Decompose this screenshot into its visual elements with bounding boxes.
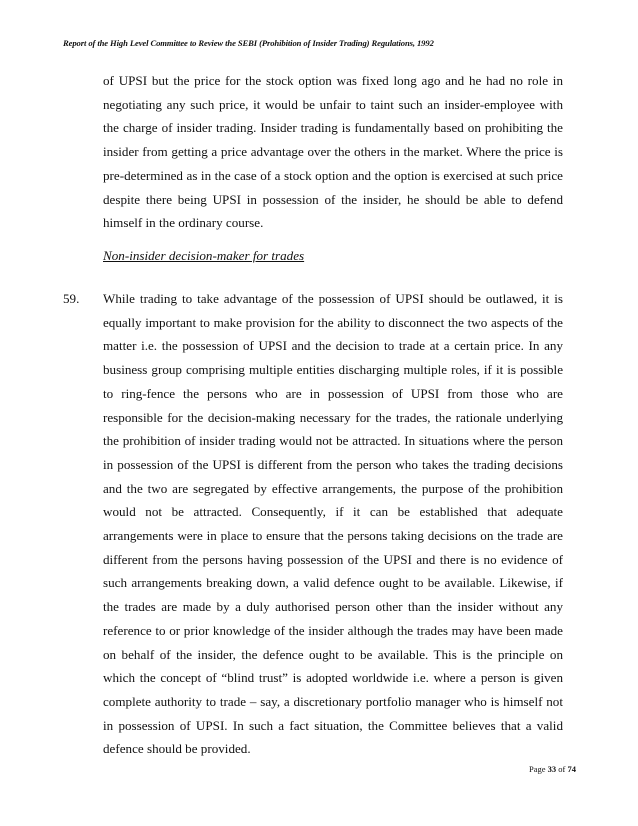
section-heading: Non-insider decision-maker for trades — [103, 248, 305, 263]
continuation-paragraph: of UPSI but the price for the stock option was fixed long ago and he had no role in negotiating any such price, it would be unfair to taint such an insider-employee with the charge of insider trading. Insider trading is fundamentally based on prohibiting the insider from getting a price advantage over the others in the market. Where the price is pre-determined as in the case of a stock option and the option is exercised at such price despite there being UPSI in possession of the insider, he should be able to defend himself in the ordinary course. — [103, 73, 563, 231]
running-header: Report of the High Level Committee to Review the SEBI (Prohibition of Insider Trading) Regulations, 1992 — [63, 38, 434, 48]
page-footer — [529, 764, 576, 774]
paragraph-number: 59. — [63, 291, 80, 306]
of-label: of — [558, 764, 566, 774]
paragraph-59: While trading to take advantage of the possession of UPSI should be outlawed, it is equally important to make provision for the ability to disconnect the two aspects of the matter i.e. the possession of UPSI and the decision to trade at a certain price. In any business group comprising multiple entities discharging multiple roles, if it is possible to ring-fence the persons who are in possession of UPSI from those who are responsible for the decision-making necessary for the trades, the rationale underlying the prohibition of insider trading would not be attracted. In situations where the person in possession of the UPSI is different from the person who takes the trading decisions and the two are segregated by effective arrangements, the purpose of the prohibition would not be attracted. Consequently, if it can be established that adequate arrangements were in place to ensure that the persons taking decisions on the trade are different from the persons having possession of the UPSI and there is no evidence of such arrangements breaking down, a valid defence ought to be available. Likewise, if the trades are made by a duly authorised person other than the insider without any reference to or prior knowledge of the insider although the trades may have been made on behalf of the insider, the defence ought to be available. This is the principle on which the concept of “blind trust” is adopted worldwide i.e. where a person is given complete authority to trade – say, a discretionary portfolio manager who is himself not in possession of UPSI. In such a fact situation, the Committee believes that a valid defence should be provided. — [103, 291, 563, 757]
total-pages: 74 — [567, 764, 576, 774]
page-label: Page — [529, 764, 546, 774]
page-number: 33 — [547, 764, 557, 774]
